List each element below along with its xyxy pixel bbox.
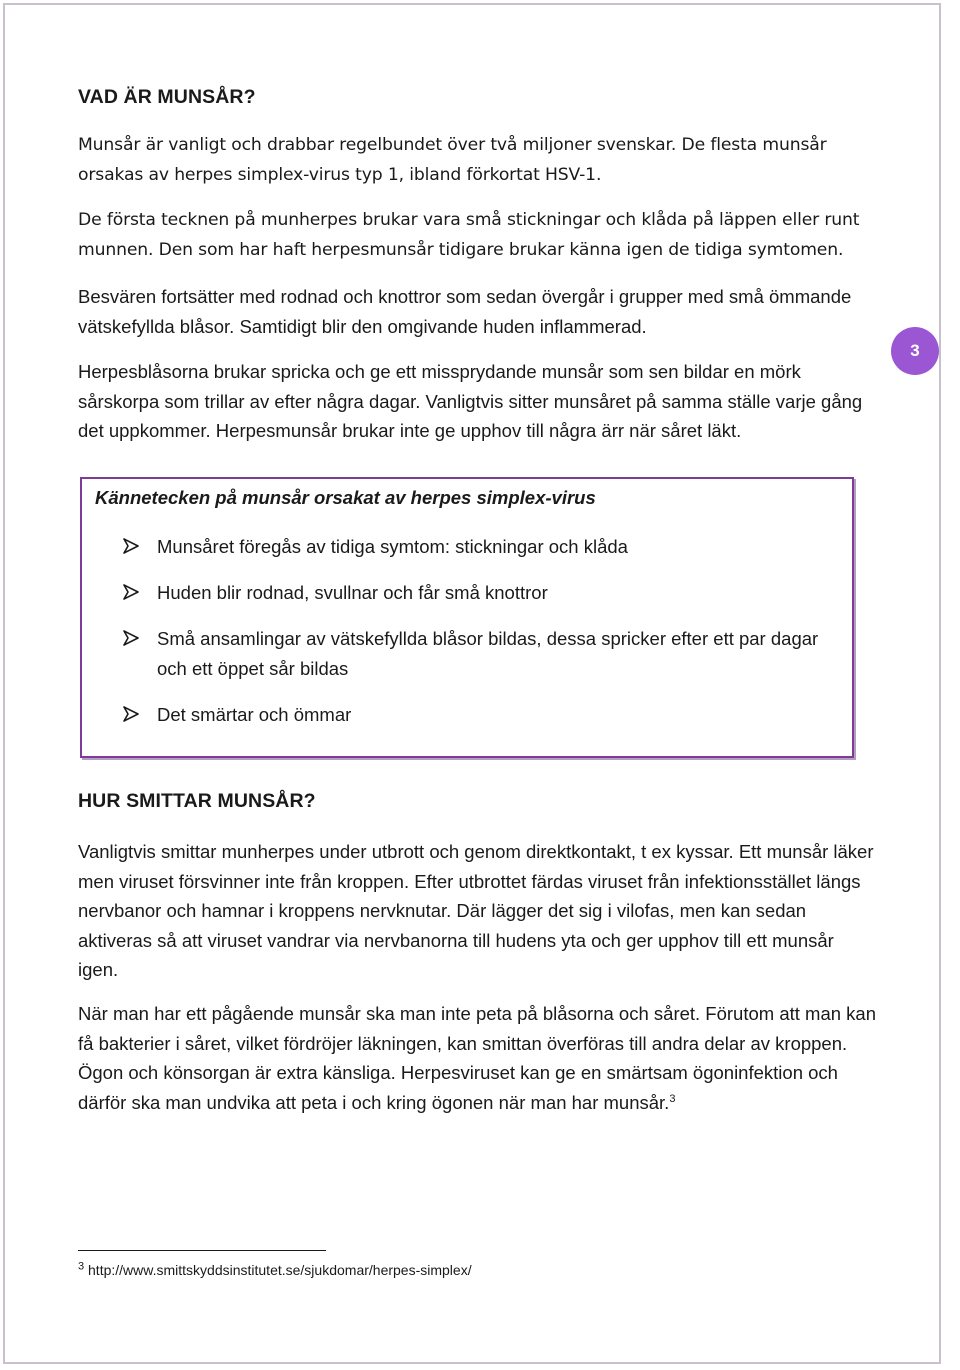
box-title: Kännetecken på munsår orsakat av herpes simplex-virus: [95, 487, 596, 508]
footnote-separator: [78, 1250, 326, 1251]
list-item-text: Munsåret föregås av tidiga symtom: stickningar och klåda: [157, 536, 628, 557]
paragraph-precautions: [78, 999, 878, 1117]
paragraph-first-signs: De första tecknen på munherpes brukar vara små stickningar och klåda på läppen eller runt munnen. Den som har haft herpesmunsår tidigare brukar känna igen de tidiga symtomen.: [78, 210, 860, 260]
footnote: [78, 1262, 472, 1278]
paragraph-intro: Munsår är vanligt och drabbar regelbundet över två miljoner svenskar. De flesta munsår orsakas av herpes simplex-virus typ 1, ibland förkortat HSV-1.: [78, 135, 827, 185]
section-title-hur-smittar: HUR SMITTAR MUNSÅR?: [78, 790, 316, 812]
paragraph-precautions-text: När man har ett pågående munsår ska man inte peta på blåsorna och såret. Förutom att man kan få bakterier i såret, vilket fördröjer läkningen, kan smittan överföras till andra delar av kroppen. Ögon och könsorgan är extra känsliga. Herpesviruset kan ge en smärtsam ögoninfektion och därför ska man undvika att peta i och kring ögonen när man har munsår.: [78, 1003, 876, 1113]
list-item-text: Det smärtar och ömmar: [157, 704, 352, 725]
footnote-number: 3: [78, 1260, 85, 1273]
paragraph-symptoms: Besvären fortsätter med rodnad och knottror som sedan övergår i grupper med små ömmande vätskefyllda blåsor. Samtidigt blir den omgivande huden inflammerad.: [78, 286, 852, 337]
page-number-badge: 3: [891, 327, 939, 375]
arrowhead-bullet-icon: [122, 629, 140, 647]
arrowhead-bullet-icon: [122, 583, 140, 601]
arrowhead-bullet-icon: [122, 705, 140, 723]
arrowhead-bullet-icon: [122, 537, 140, 555]
characteristics-box: [80, 477, 854, 758]
section-title-vad-ar-munsar: VAD ÄR MUNSÅR?: [78, 86, 256, 108]
list-item-text: Små ansamlingar av vätskefyllda blåsor bildas, dessa spricker efter ett par dagar och ett öppet sår bildas: [157, 628, 819, 679]
paragraph-transmission: Vanligtvis smittar munherpes under utbrott och genom direktkontakt, t ex kyssar. Ett munsår läker men viruset försvinner inte från kroppen. Efter utbrottet färdas viruset från infektionsstället längs nervbanor och hamnar i kroppens nervknutar. Där lägger det sig i vilofas, men kan sedan aktiveras så att viruset vandrar via nervbanorna till hudens yta och ger upphov till ett munsår igen.: [78, 841, 874, 980]
paragraph-blisters: Herpesblåsorna brukar spricka och ge ett missprydande munsår som sen bildar en mörk sårskorpa som trillar av efter några dagar. Vanligtvis sitter munsåret på samma ställe varje gång det uppkommer. Herpesmunsår brukar inte ge upphov till några ärr när såret läkt.: [78, 361, 863, 441]
footnote-link[interactable]: http://www.smittskyddsinstitutet.se/sjukdomar/herpes-simplex/: [88, 1262, 472, 1278]
footnote-reference: 3: [669, 1092, 676, 1105]
list-item-text: Huden blir rodnad, svullnar och får små knottror: [157, 582, 548, 603]
